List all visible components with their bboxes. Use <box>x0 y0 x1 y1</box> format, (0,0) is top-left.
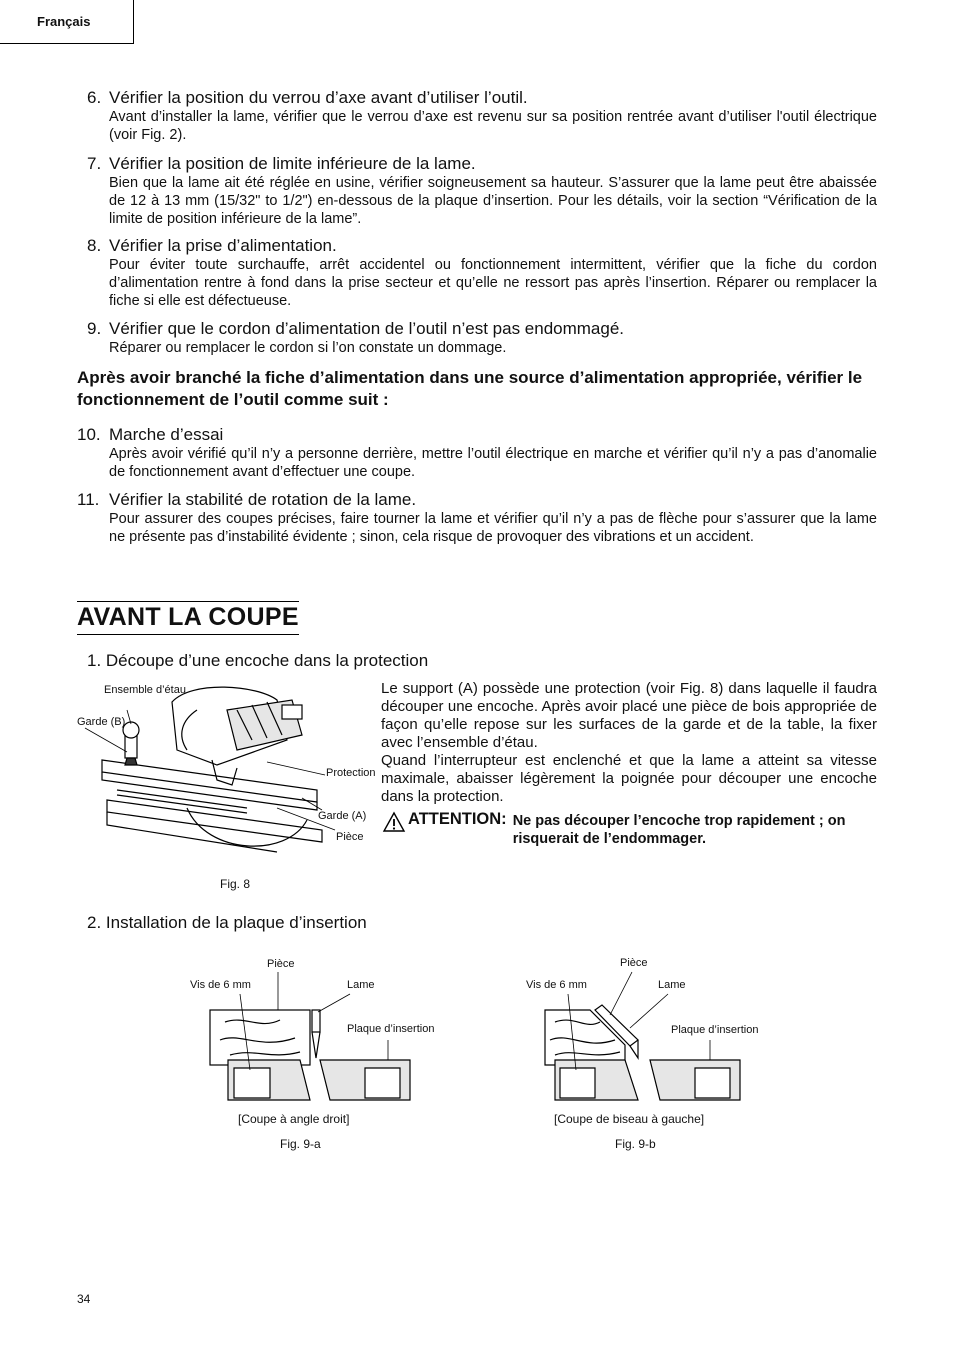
fig9b-label-plaque: Plaque d’insertion <box>671 1024 759 1036</box>
check-item-10 <box>77 425 877 481</box>
attention-text: Ne pas découper l’encoche trop rapidement ; on risquerait de l’endommager. <box>512 813 846 847</box>
item-title: Vérifier la prise d’alimentation. <box>109 236 337 255</box>
check-item-8 <box>87 236 877 310</box>
item-body: Bien que la lame ait été réglée en usine, vérifier soigneusement sa hauteur. S’assurer que la lame peut être abaissée de 12 à 13 mm (15/32" to 1/2") en-dessous de la plaque d’insertion. Pour les détails, voir la section “Vérification de la limite de position inférieure de la lame”. <box>109 175 877 227</box>
item-title: Vérifier que le cordon d’alimentation de l’outil n’est pas endommagé. <box>109 319 625 338</box>
item-title: Vérifier la position de limite inférieure de la lame. <box>109 154 476 173</box>
fig9a-label-piece: Pièce <box>267 958 295 970</box>
item-number: 8. <box>87 236 102 255</box>
fig8-label-ensemble: Ensemble d’étau <box>104 684 186 696</box>
fig9a-subcaption: [Coupe à angle droit] <box>238 1112 350 1126</box>
language-label: Français <box>37 14 91 29</box>
item-number: 6. <box>87 88 102 107</box>
attention-block <box>383 810 877 848</box>
item-number: 7. <box>87 154 102 173</box>
fig9a-label-lame: Lame <box>347 979 375 991</box>
item-body: Pour éviter toute surchauffe, arrêt accidentel ou fonctionnement intermittent, vérifier que la fiche du cordon d’alimentation rentre à fond dans la prise secteur et qu’elle ne ressort pas après l’insertion. Réparer ou remplacer la fiche si elle est défectueuse. <box>109 257 877 309</box>
item-body: Réparer ou remplacer le cordon si l’on constate un dommage. <box>109 340 507 356</box>
warning-icon <box>383 812 405 832</box>
section-title: AVANT LA COUPE <box>77 601 299 635</box>
check-item-6 <box>87 88 877 144</box>
check-item-9 <box>87 319 877 357</box>
fig8-label-piece: Pièce <box>336 831 364 843</box>
step1-paragraph-b: Quand l’interrupteur est enclenché et que la lame a atteint sa vitesse maximale, abaisser légèrement la poignée pour découper une encoche dans la protection. <box>381 752 877 805</box>
item-title: Vérifier la position du verrou d’axe avant d’utiliser l’outil. <box>109 88 528 107</box>
fig8-label-garde-b: Garde (B) <box>77 716 126 728</box>
fig9b-caption: Fig. 9-b <box>615 1137 656 1151</box>
check-item-7 <box>87 154 877 228</box>
step1-heading: 1. Découpe d’une encoche dans la protection <box>87 651 429 670</box>
item-number: 9. <box>87 319 102 338</box>
fig9a-caption: Fig. 9-a <box>280 1137 321 1151</box>
item-title: Vérifier la stabilité de rotation de la lame. <box>109 490 417 509</box>
item-title: Marche d’essai <box>109 425 224 444</box>
fig8-caption: Fig. 8 <box>220 877 251 891</box>
attention-word: ATTENTION: <box>408 810 507 828</box>
fig9a-label-vis: Vis de 6 mm <box>190 979 251 991</box>
item-number: 10. <box>77 425 101 444</box>
fig9b-subcaption: [Coupe de biseau à gauche] <box>554 1112 705 1126</box>
page-number: 34 <box>77 1292 91 1306</box>
language-tab <box>0 0 134 44</box>
step2-heading: 2. Installation de la plaque d’insertion <box>87 913 367 932</box>
fig8-label-protection: Protection <box>326 767 376 779</box>
fig9a-label-plaque: Plaque d’insertion <box>347 1023 435 1035</box>
fig9b-label-lame: Lame <box>658 979 686 991</box>
step1-paragraph-a: Le support (A) possède une protection (voir Fig. 8) dans laquelle il faudra découper une encoche. Après avoir placé une pièce de bois appropriée de façon qu’elle repose sur les surfaces de la garde et de la table, la fixer avec l’ensemble d’étau. <box>381 680 877 751</box>
item-body: Avant d’installer la lame, vérifier que le verrou d’axe est revenu sur sa position rentrée avant d’utiliser l'outil électrique (voir Fig. 2). <box>109 109 877 143</box>
fig9b-label-vis: Vis de 6 mm <box>526 979 587 991</box>
fig9b-label-piece: Pièce <box>620 957 648 969</box>
item-number: 11. <box>77 490 100 509</box>
fig8-label-garde-a: Garde (A) <box>318 810 367 822</box>
check-item-11 <box>77 490 877 546</box>
item-body: Pour assurer des coupes précises, faire tourner la lame et vérifier qu’il n’y a pas de flèche pour s’assurer que la lame ne présente pas d’instabilité évidente ; sinon, cela risque de provoquer des vibrations et un accident. <box>109 511 877 545</box>
after-connect-note: Après avoir branché la fiche d’alimentation dans une source d’alimentation appropriée, vérifier le fonctionnement de l’outil comme suit : <box>77 368 863 409</box>
item-body: Après avoir vérifié qu’il n’y a personne derrière, mettre l’outil électrique en marche et vérifier qu’il n’y a pas d’anomalie de fonctionnement avant d’effectuer une coupe. <box>109 446 877 480</box>
